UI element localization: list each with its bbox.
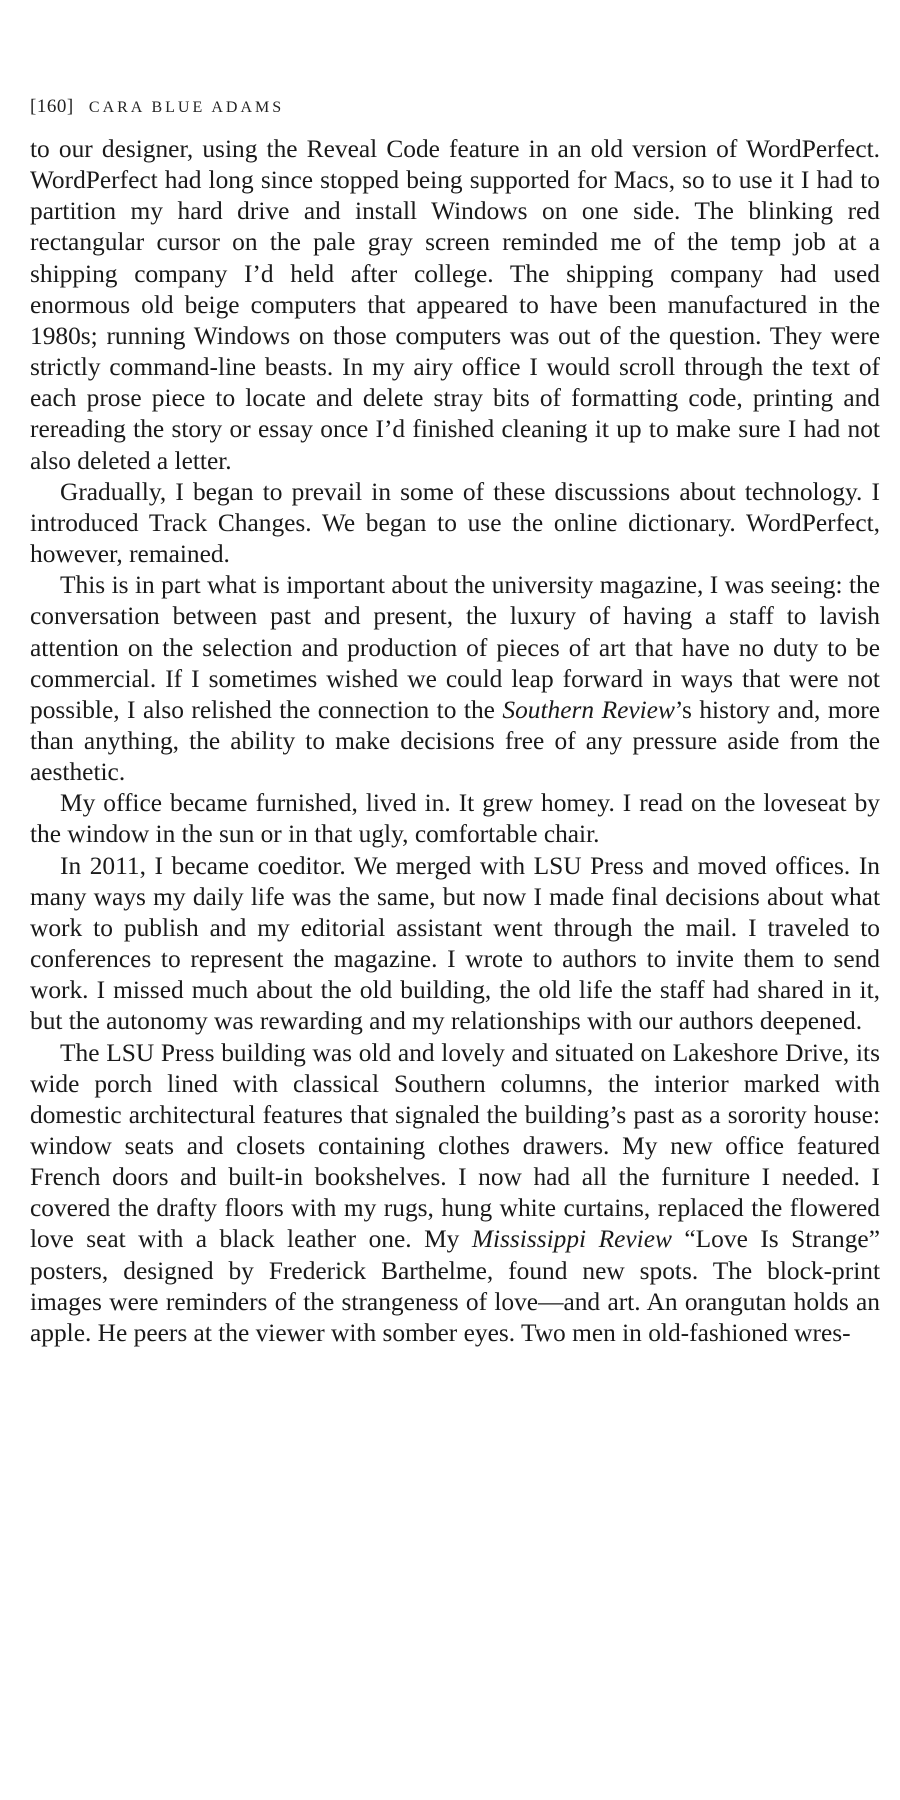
text-run: to our designer, using the Reveal Code feature in an old version of WordPerfect. WordPerfect had long since stopped being supported for Macs, so to use it I had to partition my hard drive and install Windows on one side. The blinking red rectangular cursor on the pale gray screen reminded me of the temp job at a shipping company I’d held after college. The shipping company had used enormous old beige computers that appeared to have been manufactured in the 1980s; running Windows on those computers was out of the question. They were strictly command-line beasts. In my airy office I would scroll through the text of each prose piece to locate and delete stray bits of formatting code, printing and rereading the story or essay once I’d finished cleaning it up to make sure I had not also deleted a letter. [30, 135, 880, 475]
paragraph [30, 1038, 880, 1350]
text-run: The LSU Press building was old and lovely and situated on Lakeshore Drive, its wide porch lined with classical Southern columns, the interior marked with domestic architectural features that signaled the building’s past as a sorority house: window seats and closets containing clothes drawers. My new office featured French doors and built-in bookshelves. I now had all the furniture I needed. I covered the drafty floors with my rugs, hung white curtains, replaced the flowered love seat with a black leather one. My [30, 1038, 880, 1254]
body-text [30, 134, 880, 1349]
paragraph [30, 134, 880, 477]
paragraph [30, 570, 880, 788]
text-run: My office became furnished, lived in. It grew homey. I read on the loveseat by the window in the sun or in that ugly, comfortable chair. [30, 789, 880, 849]
text-run: “Love Is Strange” posters, designed by Frederick Barthelme, found new spots. The block-print images were reminders of the strangeness of love—and art. An orangutan holds an apple. He peers at the viewer with somber eyes. Two men in old-fashioned wres- [30, 1225, 880, 1347]
text-run: This is in part what is important about the university magazine, I was seeing: the conversation between past and present, the luxury of having a staff to lavish attention on the selection and production of pieces of art that have no duty to be commercial. If I sometimes wished we could leap forward in ways that were not possible, I also relished the connection to the [30, 571, 880, 724]
text-run: Gradually, I began to prevail in some of these discussions about technology. I introduced Track Changes. We began to use the online dictionary. WordPerfect, however, remained. [30, 477, 880, 569]
running-head-author: CARA BLUE ADAMS [88, 99, 285, 116]
paragraph [30, 477, 880, 570]
text-run: ’s history and, more than anything, the ability to make decisions free of any pressure aside from the aesthetic. [30, 695, 880, 787]
text-run: In 2011, I became coeditor. We merged with LSU Press and moved offices. In many ways my daily life was the same, but now I made final decisions about what work to publish and my editorial assistant went through the mail. I traveled to conferences to represent the magazine. I wrote to authors to invite them to send work. I missed much about the old building, the old life the staff had shared in it, but the autonomy was rewarding and my relationships with our authors deepened. [30, 851, 880, 1036]
paragraph [30, 851, 880, 1038]
paragraph [30, 788, 880, 850]
italic-title: Mississippi Review [471, 1225, 672, 1254]
page-number: [160] [30, 96, 74, 117]
running-head [30, 96, 284, 118]
italic-title: Southern Review [502, 695, 675, 724]
